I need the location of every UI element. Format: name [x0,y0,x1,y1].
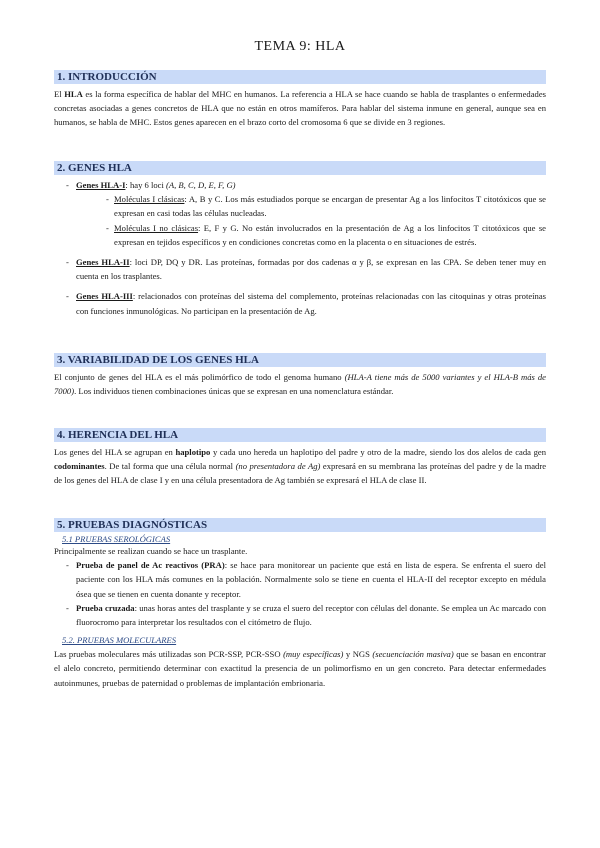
paragraph: El HLA es la forma específica de hablar del MHC en humanos. La referencia a HLA se hace cuando se habla de trasplantes o enfermedades concretas asociadas a genes concretos de HLA que no están en otros mamíferos. Para hablar del sistema inmune en general, aunque sea en humanos, se habla de MHC. Estos genes aparecen en el brazo corto del cromosoma 6 que se divide en 3 regiones. [54,89,546,128]
section-heading: 1. INTRODUCCIÓN [54,70,546,84]
section-heading: 5. PRUEBAS DIAGNÓSTICAS [54,518,546,532]
section-genes-hla [54,161,546,318]
list-item-hla-i: - Genes HLA-I: hay 6 loci (A, B, C, D, E, F, G) - Moléculas I clásicas: A, B y C. Los más estudiados porque se encargan de presentar Ag a los linfocitos T citotóxicos que se expresan en casi todas las células nucleadas. - Moléculas I no clásicas: E, F y G. No están involucrados en la presentación de Ag a los linfocitos T citotóxicos que se expresan en tejidos específicos y en condiciones concretas como en la placenta o en situaciones de estrés. [54,178,546,249]
section-herencia [54,428,546,488]
section-heading: 2. GENES HLA [54,161,546,175]
section-heading: 4. HERENCIA DEL HLA [54,428,546,442]
subsection-heading: 5.1 PRUEBAS SEROLÓGICAS [62,534,171,544]
paragraph: Los genes del HLA se agrupan en haplotipo y cada uno hereda un haplotipo del padre y otro de la madre, siendo los dos alelos de cada gen codominantes. De tal forma que una célula normal (no presentadora de Ag) expresará en su membrana las proteínas del padre y de la madre de los genes del HLA de clase I y en una célula presentadora de Ag también se expresará el HLA de clase II. [54,447,547,486]
subsection-heading: 5.2. PRUEBAS MOLECULARES [62,635,177,646]
list-item-pra: - Prueba de panel de Ac reactivos (PRA): se hace para monitorear un paciente que está en lista de espera. Se enfrenta el suero del paciente con los HLA más comunes en la población. Normalmente solo se tiene en cuenta el HLA-II del receptor excepto en médula ósea que se tienen en cuenta donante y receptor. [54,558,546,601]
paragraph: Principalmente se realizan cuando se hace un trasplante. [54,546,248,556]
paragraph: Las pruebas moleculares más utilizadas son PCR-SSP, PCR-SSO (muy específicas) y NGS (secuenciación masiva) que se basan en encontrar el alelo concreto, permitiendo determinar con exactitud la presencia de un polimorfismo en un gen concreto. Para detectar enfermedades autoinmunes, pruebas de paternidad o problemas de implantación embrionaria. [54,649,546,688]
list-item-hla-iii: - Genes HLA-III: relacionados con proteínas del sistema del complemento, proteínas relacionadas con las citoquinas y otras proteínas con funciones inmunológicas. No participan en la presentación de Ag. [54,289,546,317]
section-introduccion [54,70,546,130]
page-title: TEMA 9: HLA [254,39,346,54]
list-item-no-clasicas: - Moléculas I no clásicas: E, F y G. No están involucrados en la presentación de Ag a los linfocitos T citotóxicos que se expresan en tejidos específicos y en condiciones concretas como en la placenta o en situaciones de estrés. [76,221,546,249]
section-heading: 3. VARIABILIDAD DE LOS GENES HLA [54,353,546,367]
paragraph: El conjunto de genes del HLA es el más polimórfico de todo el genoma humano (HLA-A tiene más de 5000 variantes y el HLA-B más de 7000). Los individuos tienen combinaciones únicas que se expresan en una nomenclatura estándar. [54,372,546,397]
section-pruebas [54,518,546,690]
list-item-prueba-cruzada: - Prueba cruzada: unas horas antes del trasplante y se cruza el suero del receptor con células del donante. Se emplea un Ac marcado con fluorocromo para interpretar los resultados con el citómetro de flujo. [54,601,546,629]
list-item-hla-ii: - Genes HLA-II: loci DP, DQ y DR. Las proteínas, formadas por dos cadenas α y β, se expresan en las CPA. Se deben tener muy en cuenta en los trasplantes. [54,255,546,283]
list-item-clasicas: - Moléculas I clásicas: A, B y C. Los más estudiados porque se encargan de presentar Ag a los linfocitos T citotóxicos que se expresan en casi todas las células nucleadas. [76,192,546,220]
section-variabilidad [54,353,546,398]
